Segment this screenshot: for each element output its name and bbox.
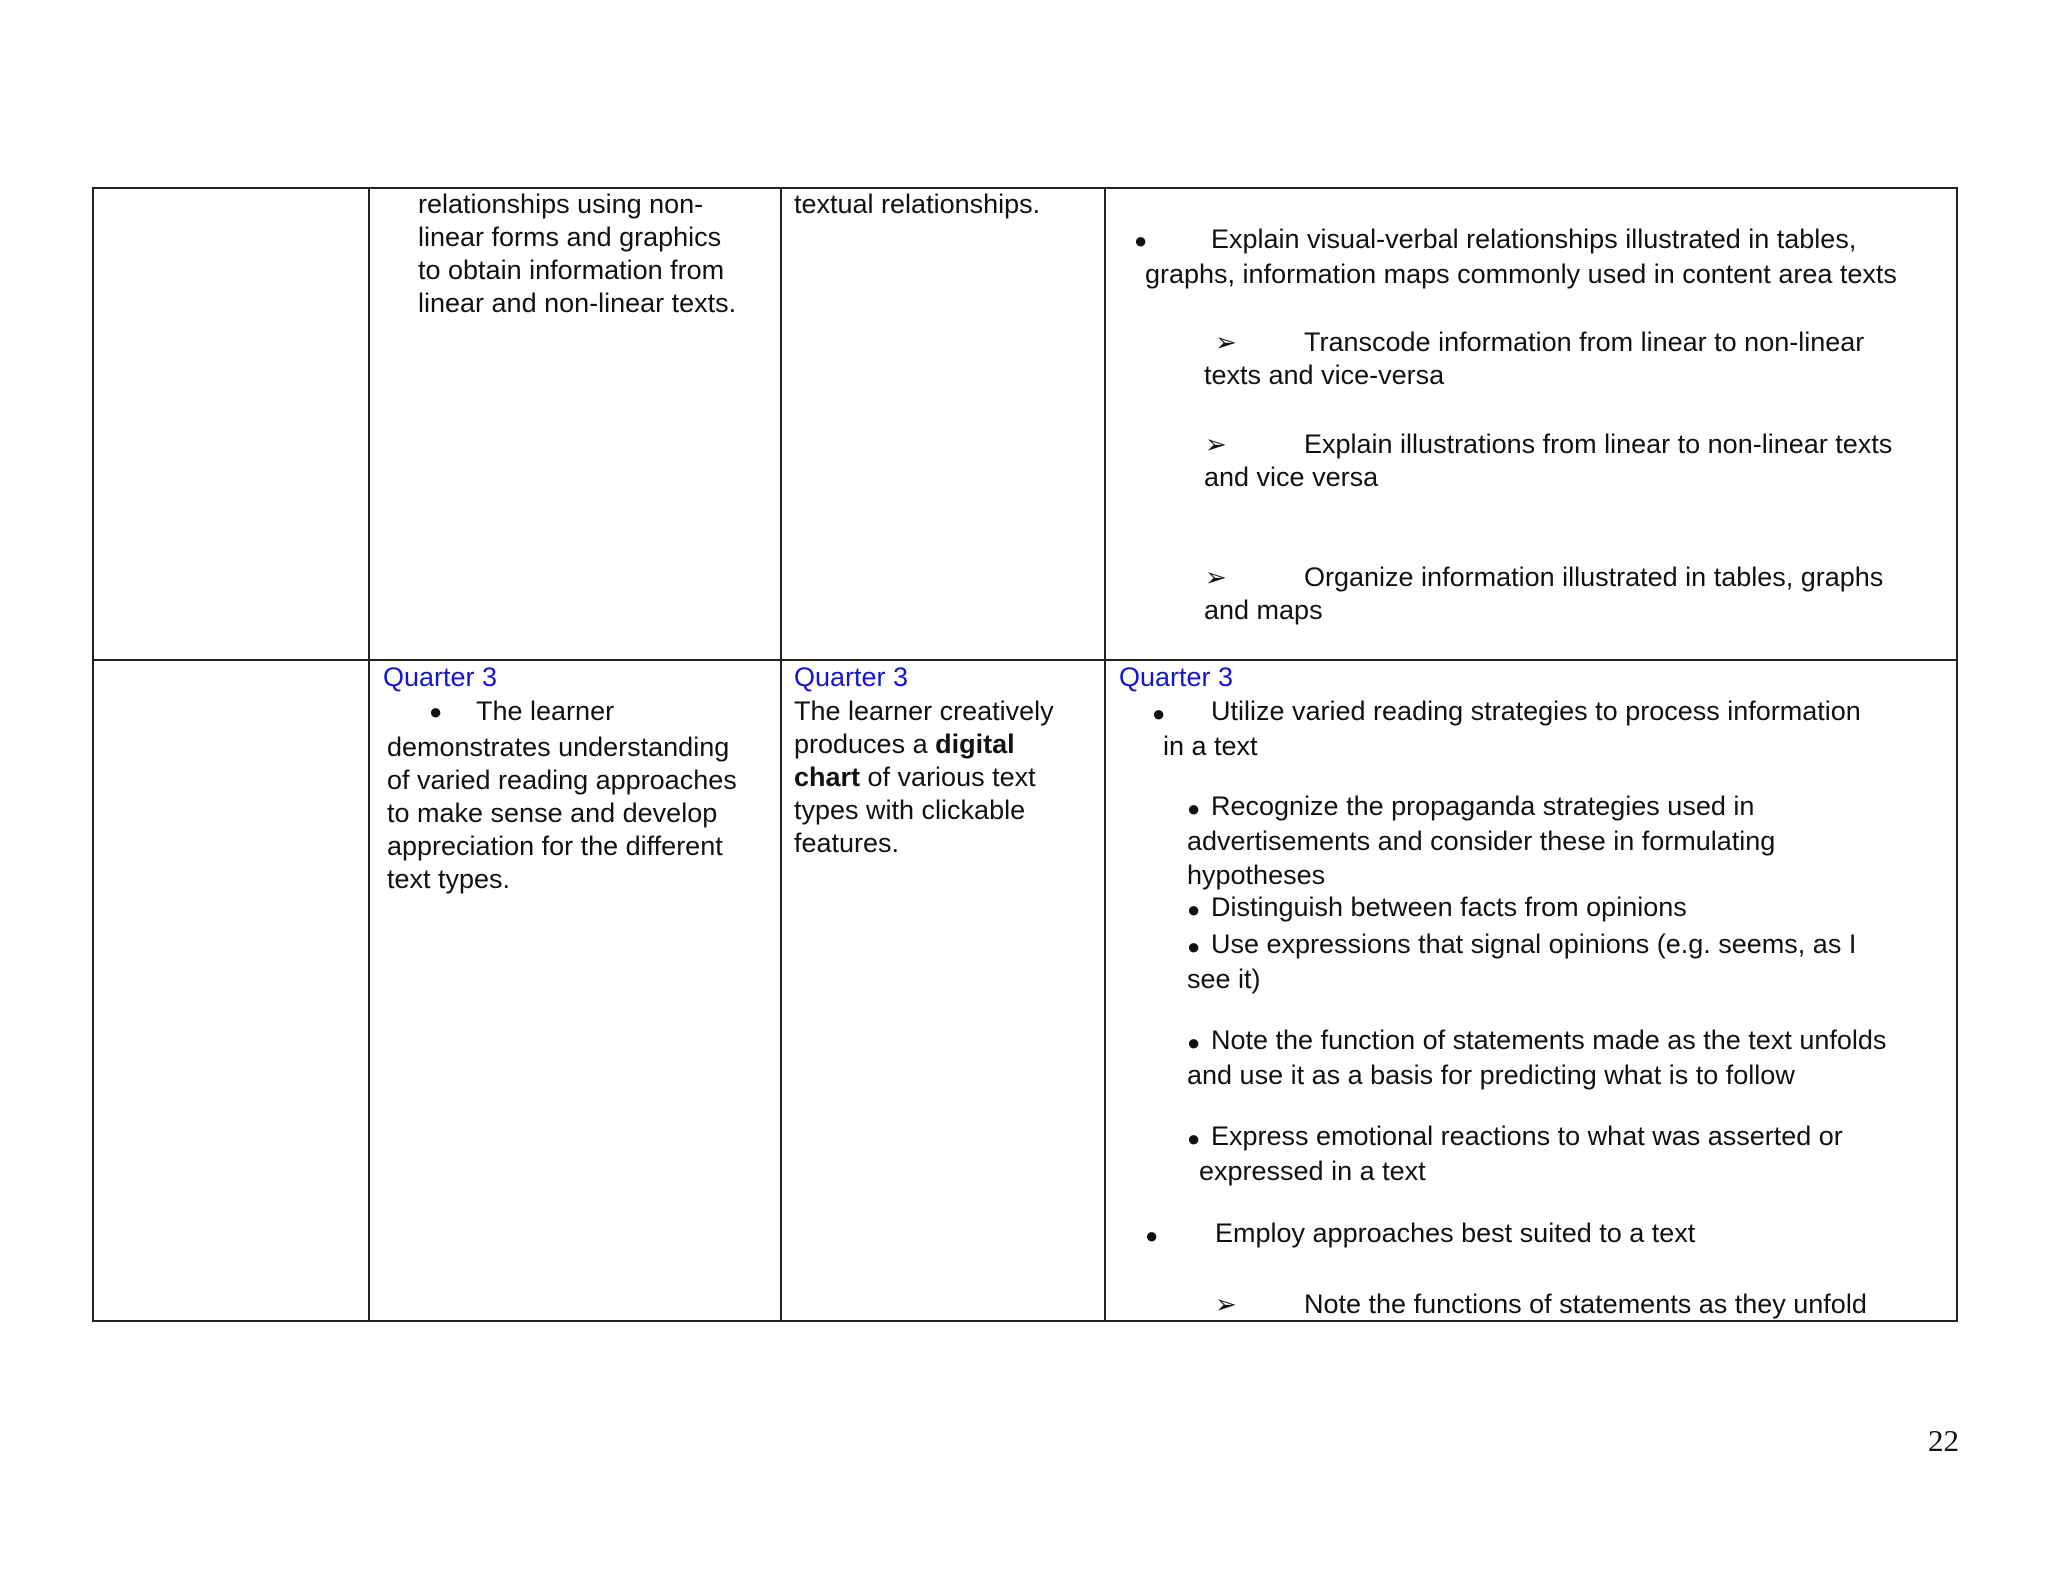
- table-column-divider: [368, 187, 370, 1322]
- text-line: Distinguish between facts from opinions: [1211, 892, 1687, 922]
- text-line: demonstrates understanding: [387, 732, 730, 762]
- text-line: The learner: [476, 696, 615, 726]
- text-line: Explain visual-verbal relationships illustrated in tables,: [1211, 224, 1857, 254]
- text-line: of varied reading approaches: [387, 765, 737, 795]
- table-border-left: [92, 187, 94, 1322]
- bullet-icon: ●: [1187, 934, 1201, 959]
- bullet-icon: ●: [1187, 1030, 1201, 1055]
- text-line: Utilize varied reading strategies to process information: [1211, 696, 1861, 726]
- text-line: Organize information illustrated in tables, graphs: [1304, 562, 1884, 592]
- text-line: [794, 761, 1036, 794]
- text-line: graphs, information maps commonly used in content area texts: [1145, 259, 1897, 289]
- text-line: text types.: [387, 864, 511, 894]
- text-line: and use it as a basis for predicting what is to follow: [1187, 1060, 1795, 1090]
- bullet-icon: ●: [1134, 228, 1148, 253]
- text-line: texts and vice-versa: [1204, 360, 1445, 390]
- table-border-right: [1956, 187, 1958, 1322]
- quarter-heading: Quarter 3: [794, 662, 909, 692]
- table-column-divider: [780, 187, 782, 1322]
- table-column-divider: [1104, 187, 1106, 1322]
- text-line: relationships using non-: [418, 189, 704, 219]
- text-line: Note the functions of statements as they unfold: [1304, 1289, 1867, 1319]
- text-line: to make sense and develop: [387, 798, 718, 828]
- bold-text: chart: [794, 762, 861, 792]
- bullet-icon: ●: [1152, 701, 1166, 726]
- text-line: and vice versa: [1204, 462, 1379, 492]
- text-line: Transcode information from linear to non-linear: [1304, 327, 1865, 357]
- text-line: expressed in a text: [1199, 1156, 1426, 1186]
- arrow-bullet-icon: ➢: [1205, 429, 1227, 459]
- text-line: Explain illustrations from linear to non-linear texts: [1304, 429, 1893, 459]
- text-line: Note the function of statements made as the text unfolds: [1211, 1025, 1887, 1055]
- text-line: linear and non-linear texts.: [418, 288, 737, 318]
- text-line: The learner creatively: [794, 696, 1054, 726]
- text-line: advertisements and consider these in formulating: [1187, 826, 1776, 856]
- text-line: Use expressions that signal opinions (e.g. seems, as I: [1211, 929, 1857, 959]
- text-line: Employ approaches best suited to a text: [1215, 1218, 1696, 1248]
- text-line: [794, 728, 1015, 761]
- text-line: types with clickable: [794, 795, 1026, 825]
- text-line: to obtain information from: [418, 255, 725, 285]
- text-line: and maps: [1204, 595, 1323, 625]
- text-line: features.: [794, 828, 900, 858]
- arrow-bullet-icon: ➢: [1205, 562, 1227, 592]
- bullet-icon: ●: [1187, 897, 1201, 922]
- page-number: 22: [1928, 1423, 1959, 1458]
- bullet-icon: ●: [1187, 796, 1201, 821]
- bullet-icon: ●: [1187, 1126, 1201, 1151]
- quarter-heading: Quarter 3: [383, 662, 498, 692]
- text-line: in a text: [1163, 731, 1258, 761]
- arrow-bullet-icon: ➢: [1215, 1289, 1237, 1319]
- text-run: produces a: [794, 729, 936, 759]
- bullet-icon: ●: [429, 699, 443, 724]
- text-line: textual relationships.: [794, 189, 1041, 219]
- table-row-divider: [93, 659, 1957, 661]
- text-line: hypotheses: [1187, 860, 1326, 890]
- text-line: Express emotional reactions to what was asserted or: [1211, 1121, 1843, 1151]
- bold-text: digital: [935, 729, 1015, 759]
- text-line: Recognize the propaganda strategies used in: [1211, 791, 1755, 821]
- quarter-heading: Quarter 3: [1119, 662, 1234, 692]
- text-run: of various text: [860, 762, 1036, 792]
- bullet-icon: ●: [1145, 1223, 1159, 1248]
- arrow-bullet-icon: ➢: [1215, 327, 1237, 357]
- text-line: see it): [1187, 964, 1261, 994]
- text-line: linear forms and graphics: [418, 222, 722, 252]
- text-line: appreciation for the different: [387, 831, 723, 861]
